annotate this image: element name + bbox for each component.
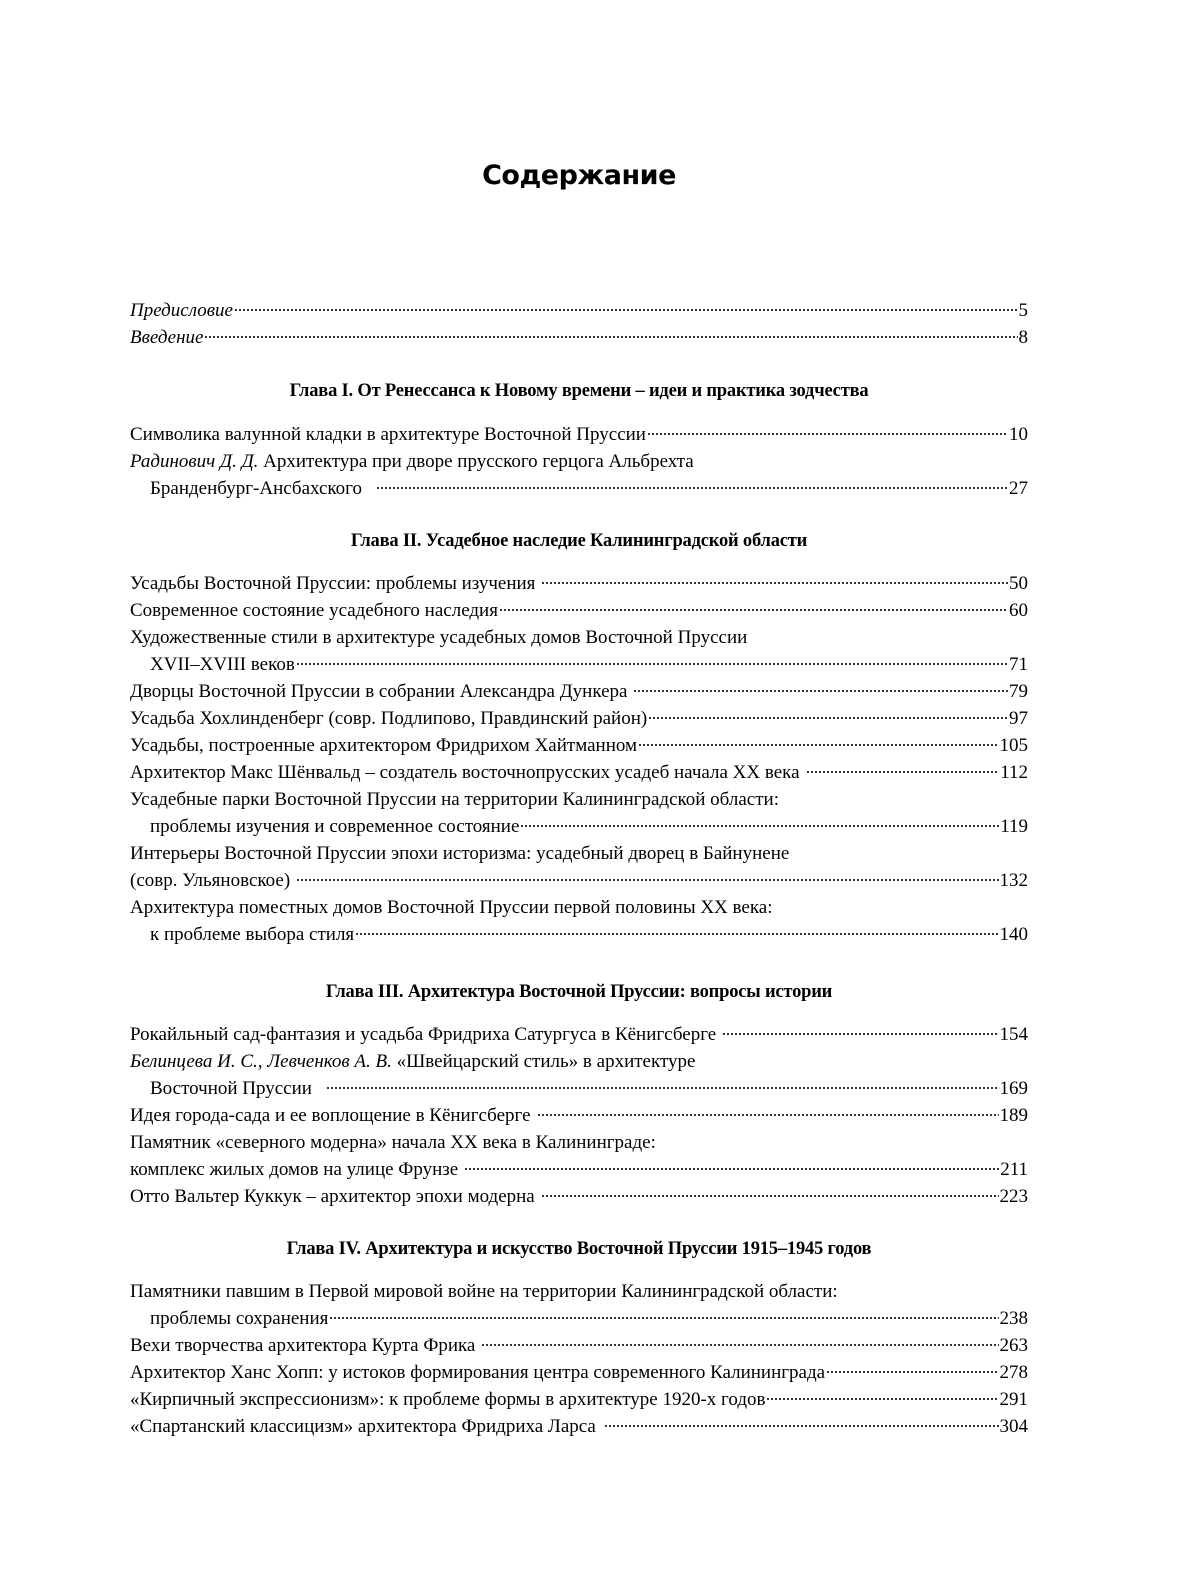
entry-page-number: 27 bbox=[1009, 478, 1028, 499]
toc-entry-continuation[interactable] bbox=[130, 921, 1028, 948]
entry-page-number: 223 bbox=[999, 1186, 1028, 1207]
toc-entry-continuation[interactable] bbox=[130, 475, 1028, 502]
entry-title: Усадьбы Восточной Пруссии: проблемы изучения bbox=[130, 573, 536, 594]
leader-dots bbox=[329, 1316, 998, 1320]
entry-title: Усадебные парки Восточной Пруссии на территории Калининградской области: bbox=[130, 789, 779, 810]
entry-page-number: 119 bbox=[1000, 816, 1028, 837]
leader-dots bbox=[355, 932, 998, 936]
entry-page-number: 304 bbox=[999, 1416, 1028, 1437]
leader-dots bbox=[464, 1167, 999, 1171]
leader-dots bbox=[537, 1113, 999, 1117]
toc-entry-continuation[interactable] bbox=[130, 651, 1028, 678]
toc-entry-continuation[interactable] bbox=[130, 813, 1028, 840]
leader-dots bbox=[633, 689, 1008, 693]
toc-entry[interactable] bbox=[130, 1021, 1028, 1048]
entry-title: «Швейцарский стиль» в архитектуре bbox=[396, 1051, 696, 1072]
toc-entry[interactable] bbox=[130, 840, 1028, 867]
entry-page-number: 211 bbox=[1000, 1159, 1028, 1180]
toc-entry-introduction[interactable] bbox=[130, 324, 1028, 351]
entry-page-number: 97 bbox=[1009, 708, 1028, 729]
leader-dots bbox=[234, 308, 1018, 312]
leader-dots bbox=[647, 432, 1008, 436]
entry-title: Современное состояние усадебного наследия bbox=[130, 600, 498, 621]
entry-page-number: 238 bbox=[999, 1308, 1028, 1329]
entry-page-number: 105 bbox=[999, 735, 1028, 756]
toc-entry[interactable] bbox=[130, 1386, 1028, 1413]
front-matter bbox=[130, 297, 1028, 351]
entry-title-continued: Бранденбург-Ансбахского bbox=[150, 478, 362, 499]
leader-dots bbox=[541, 581, 1008, 585]
entry-page-number: 169 bbox=[999, 1078, 1028, 1099]
entry-page-number: 10 bbox=[1009, 424, 1028, 445]
leader-dots bbox=[604, 1424, 999, 1428]
entry-page-number: 263 bbox=[999, 1335, 1028, 1356]
toc-entry[interactable] bbox=[130, 1413, 1028, 1440]
leader-dots bbox=[648, 716, 1008, 720]
toc-entry[interactable] bbox=[130, 624, 1028, 651]
entry-title: Отто Вальтер Куккук – архитектор эпохи модерна bbox=[130, 1186, 535, 1207]
toc-entry[interactable] bbox=[130, 1183, 1028, 1210]
entry-title: Предисловие bbox=[130, 300, 233, 321]
entry-title: Усадьба Хохлинденберг (совр. Подлипово, Правдинский район) bbox=[130, 708, 648, 729]
chapter-3-entries bbox=[130, 1021, 1028, 1210]
entry-page-number: 5 bbox=[1018, 300, 1028, 321]
leader-dots bbox=[766, 1397, 998, 1401]
chapter-4-entries bbox=[130, 1278, 1028, 1440]
entry-title: Интерьеры Восточной Пруссии эпохи историзма: усадебный дворец в Байнунене bbox=[130, 843, 790, 864]
toc-entry[interactable] bbox=[130, 1129, 1028, 1156]
toc-entry[interactable] bbox=[130, 894, 1028, 921]
entry-page-number: 291 bbox=[999, 1389, 1028, 1410]
entry-title: Символика валунной кладки в архитектуре Восточной Пруссии bbox=[130, 424, 646, 445]
entry-title-continued: проблемы изучения и современное состояние bbox=[150, 816, 520, 837]
leader-dots bbox=[520, 824, 999, 828]
entry-author: Белинцева И. С., Левченков А. В. bbox=[130, 1051, 397, 1072]
entry-title: Рокайльный сад-фантазия и усадьба Фридриха Сатургуса в Кёнигсберге bbox=[130, 1024, 717, 1045]
leader-dots bbox=[638, 743, 998, 747]
chapter-heading-4: Глава IV. Архитектура и искусство Восточной Пруссии 1915–1945 годов bbox=[286, 1239, 872, 1259]
leader-dots bbox=[326, 1086, 999, 1090]
entry-page-number: 189 bbox=[999, 1105, 1028, 1126]
entry-page-number: 8 bbox=[1018, 327, 1028, 348]
entry-page-number: 112 bbox=[1000, 762, 1028, 783]
entry-title: Усадьбы, построенные архитектором Фридрихом Хайтманном bbox=[130, 735, 638, 756]
entry-title-continued: комплекс жилых домов на улице Фрунзе bbox=[130, 1159, 459, 1180]
entry-title: Памятник «северного модерна» начала XX века в Калининграде: bbox=[130, 1132, 656, 1153]
chapter-2-entries bbox=[130, 570, 1028, 948]
toc-entry-continuation[interactable] bbox=[130, 867, 1028, 894]
entry-title-continued: XVII–XVIII веков bbox=[150, 654, 295, 675]
toc-entry[interactable] bbox=[130, 678, 1028, 705]
toc-entry-continuation[interactable] bbox=[130, 1156, 1028, 1183]
entry-page-number: 50 bbox=[1009, 573, 1028, 594]
entry-page-number: 71 bbox=[1009, 654, 1028, 675]
entry-title: «Спартанский классицизм» архитектора Фридриха Ларса bbox=[130, 1416, 596, 1437]
entry-title: Архитектор Ханс Хопп: у истоков формирования центра современного Калининграда bbox=[130, 1362, 826, 1383]
leader-dots bbox=[806, 770, 1000, 774]
toc-entry[interactable] bbox=[130, 1102, 1028, 1129]
leader-dots bbox=[826, 1370, 998, 1374]
toc-entry[interactable] bbox=[130, 597, 1028, 624]
toc-entry[interactable] bbox=[130, 1359, 1028, 1386]
leader-dots bbox=[296, 878, 998, 882]
entry-title-continued: (совр. Ульяновское) bbox=[130, 870, 291, 891]
entry-title: Дворцы Восточной Пруссии в собрании Александра Дункера bbox=[130, 681, 628, 702]
toc-entry[interactable] bbox=[130, 786, 1028, 813]
toc-entry[interactable] bbox=[130, 1048, 1028, 1075]
leader-dots bbox=[541, 1194, 999, 1198]
entry-title: Художественные стили в архитектуре усадебных домов Восточной Пруссии bbox=[130, 627, 748, 648]
leader-dots bbox=[499, 608, 1008, 612]
entry-page-number: 132 bbox=[999, 870, 1028, 891]
entry-page-number: 140 bbox=[999, 924, 1028, 945]
page-title: Содержание bbox=[482, 160, 676, 191]
entry-title: Введение bbox=[130, 327, 204, 348]
toc-entry[interactable] bbox=[130, 1278, 1028, 1305]
toc-entry[interactable] bbox=[130, 570, 1028, 597]
toc-entry[interactable] bbox=[130, 732, 1028, 759]
toc-entry[interactable] bbox=[130, 705, 1028, 732]
entry-page-number: 154 bbox=[999, 1024, 1028, 1045]
entry-page-number: 60 bbox=[1009, 600, 1028, 621]
leader-dots bbox=[722, 1032, 998, 1036]
leader-dots bbox=[296, 662, 1008, 666]
entry-author: Радинович Д. Д. bbox=[130, 451, 264, 472]
entry-title-continued: Восточной Пруссии bbox=[150, 1078, 312, 1099]
toc-entry-continuation[interactable] bbox=[130, 1075, 1028, 1102]
entry-title: «Кирпичный экспрессионизм»: к проблеме формы в архитектуре 1920-х годов bbox=[130, 1389, 766, 1410]
entry-page-number: 278 bbox=[999, 1362, 1028, 1383]
entry-page-number: 79 bbox=[1009, 681, 1028, 702]
toc-entry[interactable] bbox=[130, 421, 1028, 448]
chapter-heading-1: Глава I. От Ренессанса к Новому времени – идеи и практика зодчества bbox=[289, 381, 869, 401]
entry-title: Архитектура при дворе прусского герцога Альбрехта bbox=[263, 451, 694, 472]
entry-title: Идея города-сада и ее воплощение в Кёнигсберге bbox=[130, 1105, 531, 1126]
toc-entry[interactable] bbox=[130, 759, 1028, 786]
toc-entry[interactable] bbox=[130, 1332, 1028, 1359]
entry-title: Архитектура поместных домов Восточной Пруссии первой половины XX века: bbox=[130, 897, 773, 918]
chapter-heading-3: Глава III. Архитектура Восточной Пруссии: вопросы истории bbox=[325, 982, 833, 1002]
entry-title-continued: проблемы сохранения bbox=[150, 1308, 329, 1329]
chapter-1-entries bbox=[130, 421, 1028, 502]
entry-title: Архитектор Макс Шёнвальд – создатель восточнопрусских усадеб начала XX века bbox=[130, 762, 800, 783]
entry-title: Памятники павшим в Первой мировой войне на территории Калининградской области: bbox=[130, 1281, 838, 1302]
toc-entry-continuation[interactable] bbox=[130, 1305, 1028, 1332]
leader-dots bbox=[481, 1343, 998, 1347]
leader-dots bbox=[376, 486, 1008, 490]
leader-dots bbox=[204, 335, 1017, 339]
toc-entry-preface[interactable] bbox=[130, 297, 1028, 324]
entry-title: Вехи творчества архитектора Курта Фрика bbox=[130, 1335, 476, 1356]
chapter-heading-2: Глава II. Усадебное наследие Калининградской области bbox=[350, 531, 808, 551]
toc-entry[interactable] bbox=[130, 448, 1028, 475]
entry-title-continued: к проблеме выбора стиля bbox=[150, 924, 355, 945]
